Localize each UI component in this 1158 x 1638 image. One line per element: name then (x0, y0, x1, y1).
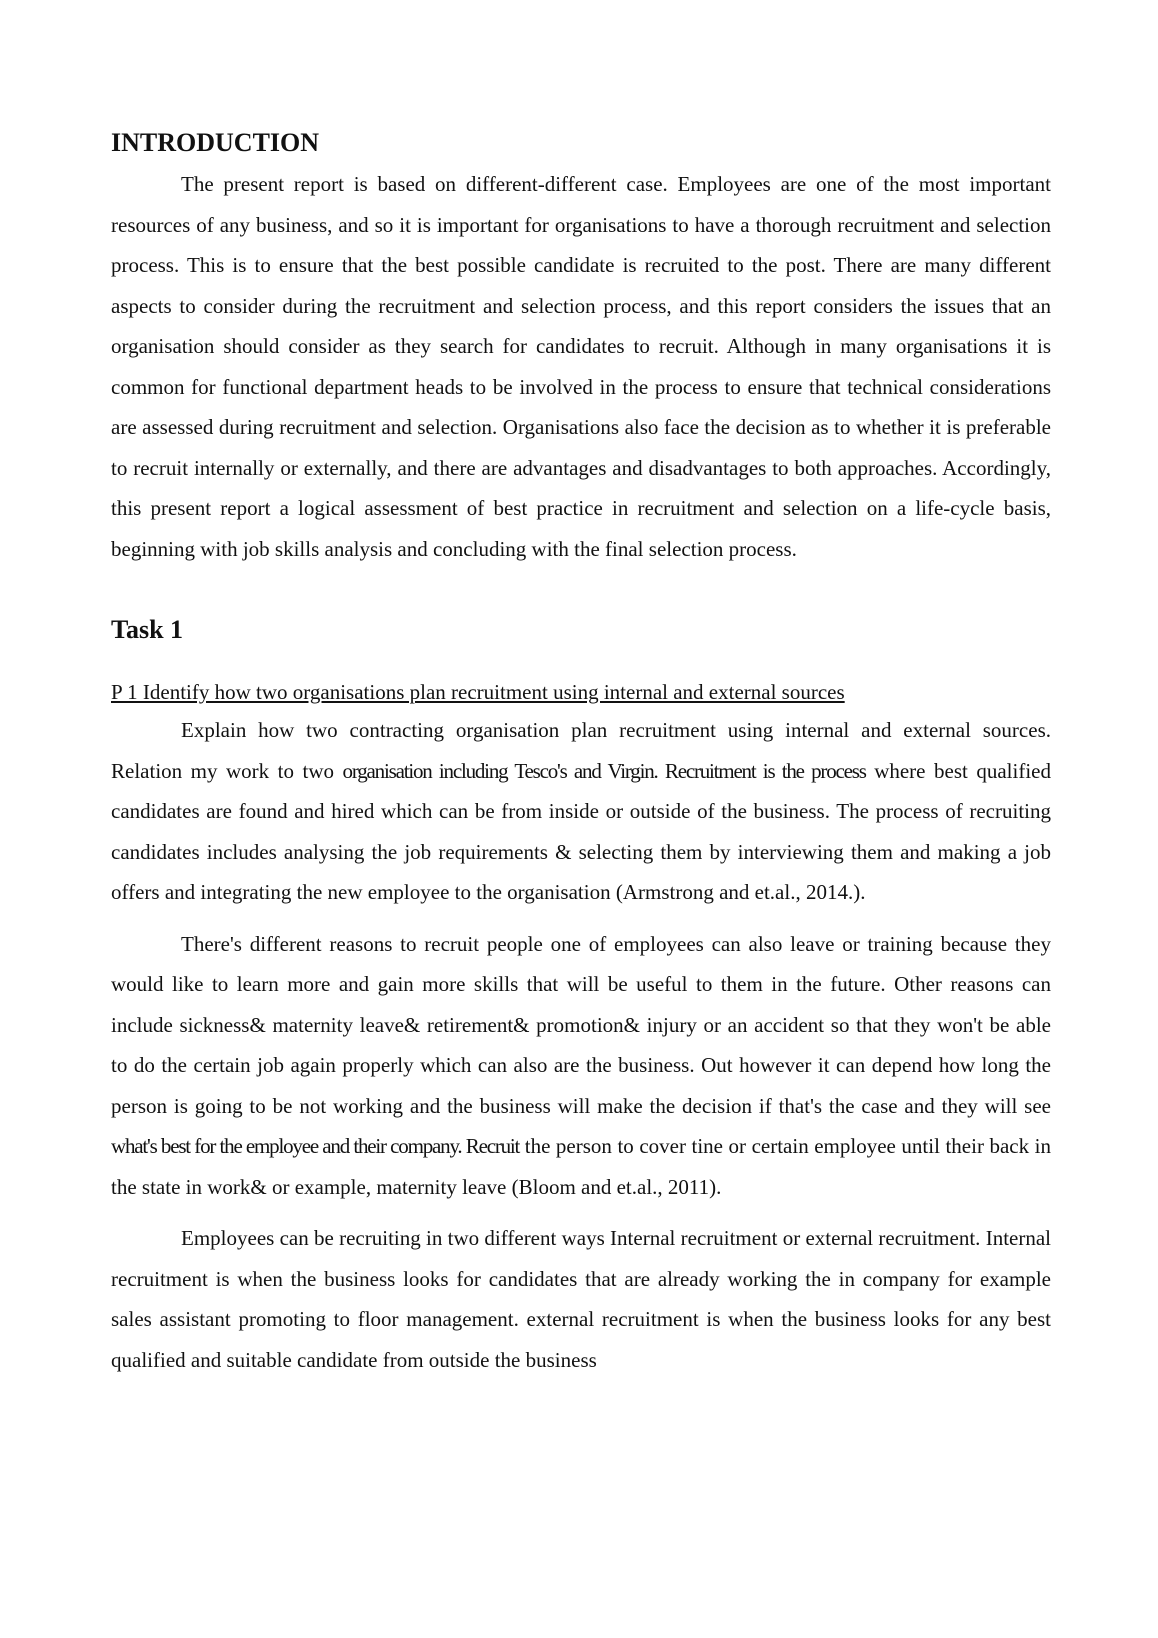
p1-text-b: organisation including Tesco's and Virgin. Recruitment is the process (342, 758, 866, 783)
task1-paragraph-1 (111, 710, 1051, 913)
document-page (111, 128, 1051, 1380)
introduction-paragraph: The present report is based on different-different case. Employees are one of the most important resources of any business, and so it is important for organisations to have a thorough recruitment and selection process. This is to ensure that the best possible candidate is recruited to the post. There are many different aspects to consider during the recruitment and selection process, and this report considers the issues that an organisation should consider as they search for candidates to recruit. Although in many organisations it is common for functional department heads to be involved in the process to ensure that technical considerations are assessed during recruitment and selection. Organisations also face the decision as to whether it is preferable to recruit internally or externally, and there are advantages and disadvantages to both approaches. Accordingly, this present report a logical assessment of best practice in recruitment and selection on a life-cycle basis, beginning with job skills analysis and concluding with the final selection process. (111, 172, 1051, 561)
task1-paragraph-3: Employees can be recruiting in two different ways Internal recruitment or external recruitment. Internal recruitment is when the business looks for candidates that are already working the in company for example sales assistant promoting to floor management. external recruitment is when the business looks for any best qualified and suitable candidate from outside the business (111, 1226, 1051, 1372)
introduction-heading: INTRODUCTION (111, 128, 320, 157)
p2-text-c: the person to cover tine or certain employee until their back in the state in work& or example, maternity leave (Bloom and et.al., 2011). (111, 1134, 1051, 1199)
p1-text-a: Explain how two contracting organisation plan recruitment using internal and external sources. Relation my work to two (111, 718, 1051, 783)
p1-subheading: P 1 Identify how two organisations plan recruitment using internal and external sources (111, 680, 845, 704)
p2-text-b: what's best for the employee and their company. Recruit (111, 1134, 520, 1158)
p1-text-c: where best qualified candidates are found and hired which can be from inside or outside of the business. The process of recruiting candidates includes analysing the job requirements & selecting them by interviewing them and making a job offers and integrating the new employee to the organisation (Armstrong and et.al., 2014.). (111, 758, 1051, 904)
task1-paragraph-2 (111, 924, 1051, 1208)
p2-text-a: There's different reasons to recruit people one of employees can also leave or training because they would like to learn more and gain more skills that will be useful to them in the future. Other reasons can include sickness& maternity leave& retirement& promotion& injury or an accident so that they won't be able to do the certain job again properly which can also are the business. Out however it can depend how long the person is going to be not working and the business will make the decision if that's the case and they will see (111, 931, 1051, 1118)
task1-heading: Task 1 (111, 615, 184, 644)
